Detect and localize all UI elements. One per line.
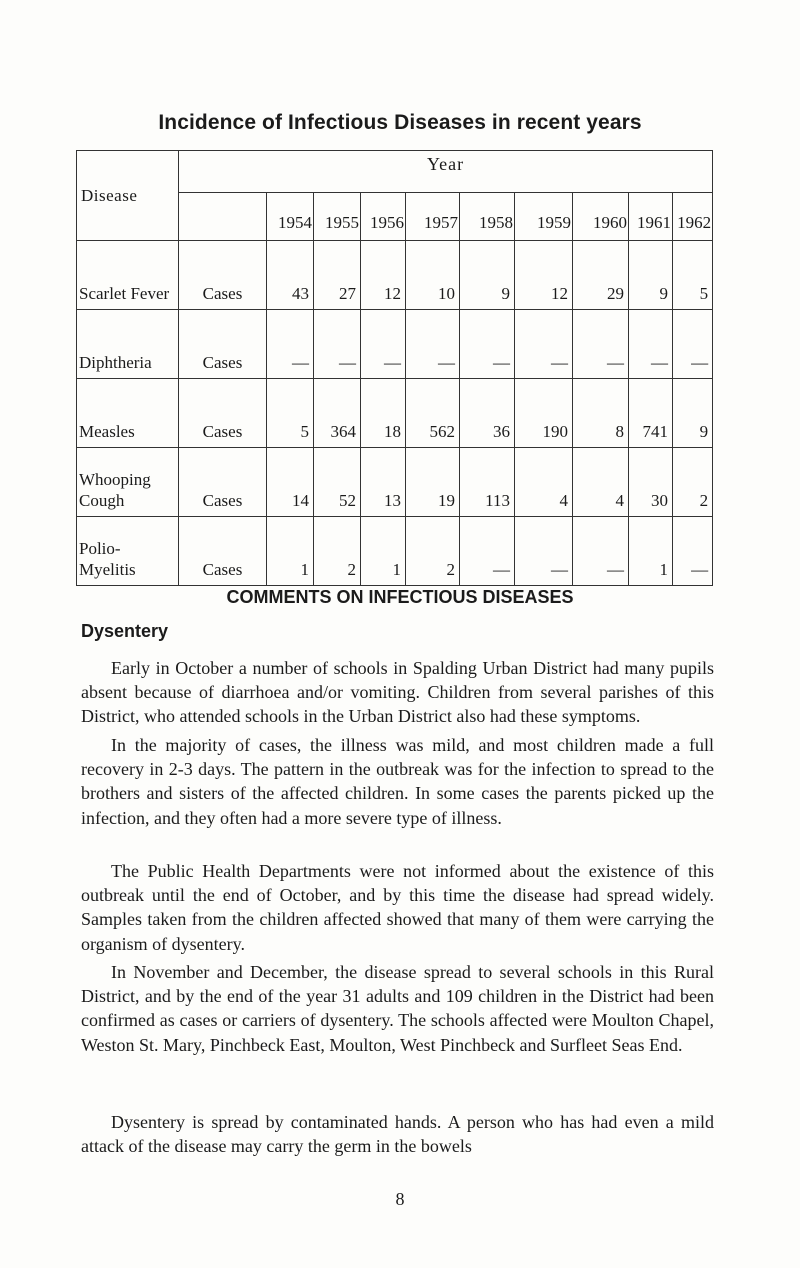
paragraph: The Public Health Departments were not informed about the existence of this outbreak until the end of October, and by this time the disease had spread widely. Samples taken from the children affected showed that many of them were carrying the organism of dysentery. — [81, 861, 714, 954]
value-cell: 5 — [267, 379, 314, 448]
value-cell: 30 — [629, 448, 673, 517]
value-cell: 18 — [361, 379, 406, 448]
value-cell: 43 — [267, 241, 314, 310]
paragraph: Dysentery is spread by contaminated hands. A person who has had even a mild attack of the disease may carry the germ in the bowels — [81, 1112, 714, 1157]
value-cell: 36 — [460, 379, 515, 448]
value-cell: 29 — [573, 241, 629, 310]
value-cell: 9 — [629, 241, 673, 310]
value-cell: — — [629, 310, 673, 379]
value-cell: — — [573, 310, 629, 379]
value-cell: 52 — [314, 448, 361, 517]
table-row — [77, 379, 713, 448]
value-cell: 1 — [267, 517, 314, 586]
disease-cell: Scarlet Fever — [77, 241, 179, 310]
table-row — [77, 448, 713, 517]
value-cell: — — [573, 517, 629, 586]
table-header-row — [77, 151, 713, 193]
year-header-cell: 1962 — [673, 193, 713, 241]
value-cell: — — [460, 310, 515, 379]
value-cell: 364 — [314, 379, 361, 448]
value-cell: 14 — [267, 448, 314, 517]
value-cell: — — [314, 310, 361, 379]
value-cell: — — [267, 310, 314, 379]
value-cell: 2 — [673, 448, 713, 517]
year-header-cell: 1961 — [629, 193, 673, 241]
disease-cell: Whooping Cough — [77, 448, 179, 517]
year-header-cell: 1960 — [573, 193, 629, 241]
unit-cell: Cases — [179, 379, 267, 448]
value-cell: 562 — [406, 379, 460, 448]
page-number: 8 — [395, 1189, 405, 1209]
value-cell: 1 — [629, 517, 673, 586]
unit-cell: Cases — [179, 310, 267, 379]
section-subheading: Dysentery — [81, 621, 169, 641]
value-cell: 4 — [573, 448, 629, 517]
value-cell: — — [361, 310, 406, 379]
incidence-table — [76, 150, 713, 586]
year-header-cell: 1959 — [515, 193, 573, 241]
year-header-cell: 1958 — [460, 193, 515, 241]
value-cell: — — [406, 310, 460, 379]
disease-cell: Measles — [77, 379, 179, 448]
value-cell: 1 — [361, 517, 406, 586]
disease-column-header: Disease — [77, 151, 179, 241]
table-row — [77, 310, 713, 379]
year-header-cell: 1955 — [314, 193, 361, 241]
paragraph: Early in October a number of schools in Spalding Urban District had many pupils absent because of diarrhoea and/or vomiting. Children from several parishes of this District, who attended schools in the Urban District also had these symptoms. — [81, 658, 714, 727]
value-cell: 2 — [406, 517, 460, 586]
value-cell: 27 — [314, 241, 361, 310]
value-cell: 741 — [629, 379, 673, 448]
value-cell: 10 — [406, 241, 460, 310]
unit-cell: Cases — [179, 241, 267, 310]
unit-cell: Cases — [179, 448, 267, 517]
value-cell: 8 — [573, 379, 629, 448]
disease-cell: Polio-Myelitis — [77, 517, 179, 586]
value-cell: — — [515, 310, 573, 379]
value-cell: 5 — [673, 241, 713, 310]
year-header-cell: 1956 — [361, 193, 406, 241]
value-cell: 4 — [515, 448, 573, 517]
value-cell: 12 — [515, 241, 573, 310]
table-row — [77, 241, 713, 310]
value-cell: — — [515, 517, 573, 586]
value-cell: 13 — [361, 448, 406, 517]
year-header-cell: 1954 — [267, 193, 314, 241]
paragraph: In November and December, the disease spread to several schools in this Rural District, and by the end of the year 31 adults and 109 children in the District had been confirmed as cases or carriers of dysentery. The schools affected were Moulton Chapel, Weston St. Mary, Pinchbeck East, Moulton, West Pinchbeck and Surfleet Seas End. — [81, 962, 714, 1055]
year-column-header: Year — [179, 151, 713, 193]
table-row — [77, 517, 713, 586]
comments-heading: COMMENTS ON INFECTIOUS DISEASES — [226, 587, 574, 607]
table-body — [77, 241, 713, 586]
value-cell: 113 — [460, 448, 515, 517]
value-cell: 12 — [361, 241, 406, 310]
value-cell: 2 — [314, 517, 361, 586]
year-header-cell: 1957 — [406, 193, 460, 241]
unit-cell: Cases — [179, 517, 267, 586]
paragraph: In the majority of cases, the illness was mild, and most children made a full recovery in 2-3 days. The pattern in the outbreak was for the infection to spread to the brothers and sisters of the affected children. In some cases the parents picked up the infection, and they often had a more severe type of illness. — [81, 735, 714, 828]
value-cell: — — [673, 517, 713, 586]
unit-column-header — [179, 193, 267, 241]
value-cell: 9 — [673, 379, 713, 448]
value-cell: — — [673, 310, 713, 379]
page-title: Incidence of Infectious Diseases in recent years — [158, 111, 642, 134]
value-cell: 19 — [406, 448, 460, 517]
value-cell: — — [460, 517, 515, 586]
value-cell: 9 — [460, 241, 515, 310]
disease-cell: Diphtheria — [77, 310, 179, 379]
value-cell: 190 — [515, 379, 573, 448]
